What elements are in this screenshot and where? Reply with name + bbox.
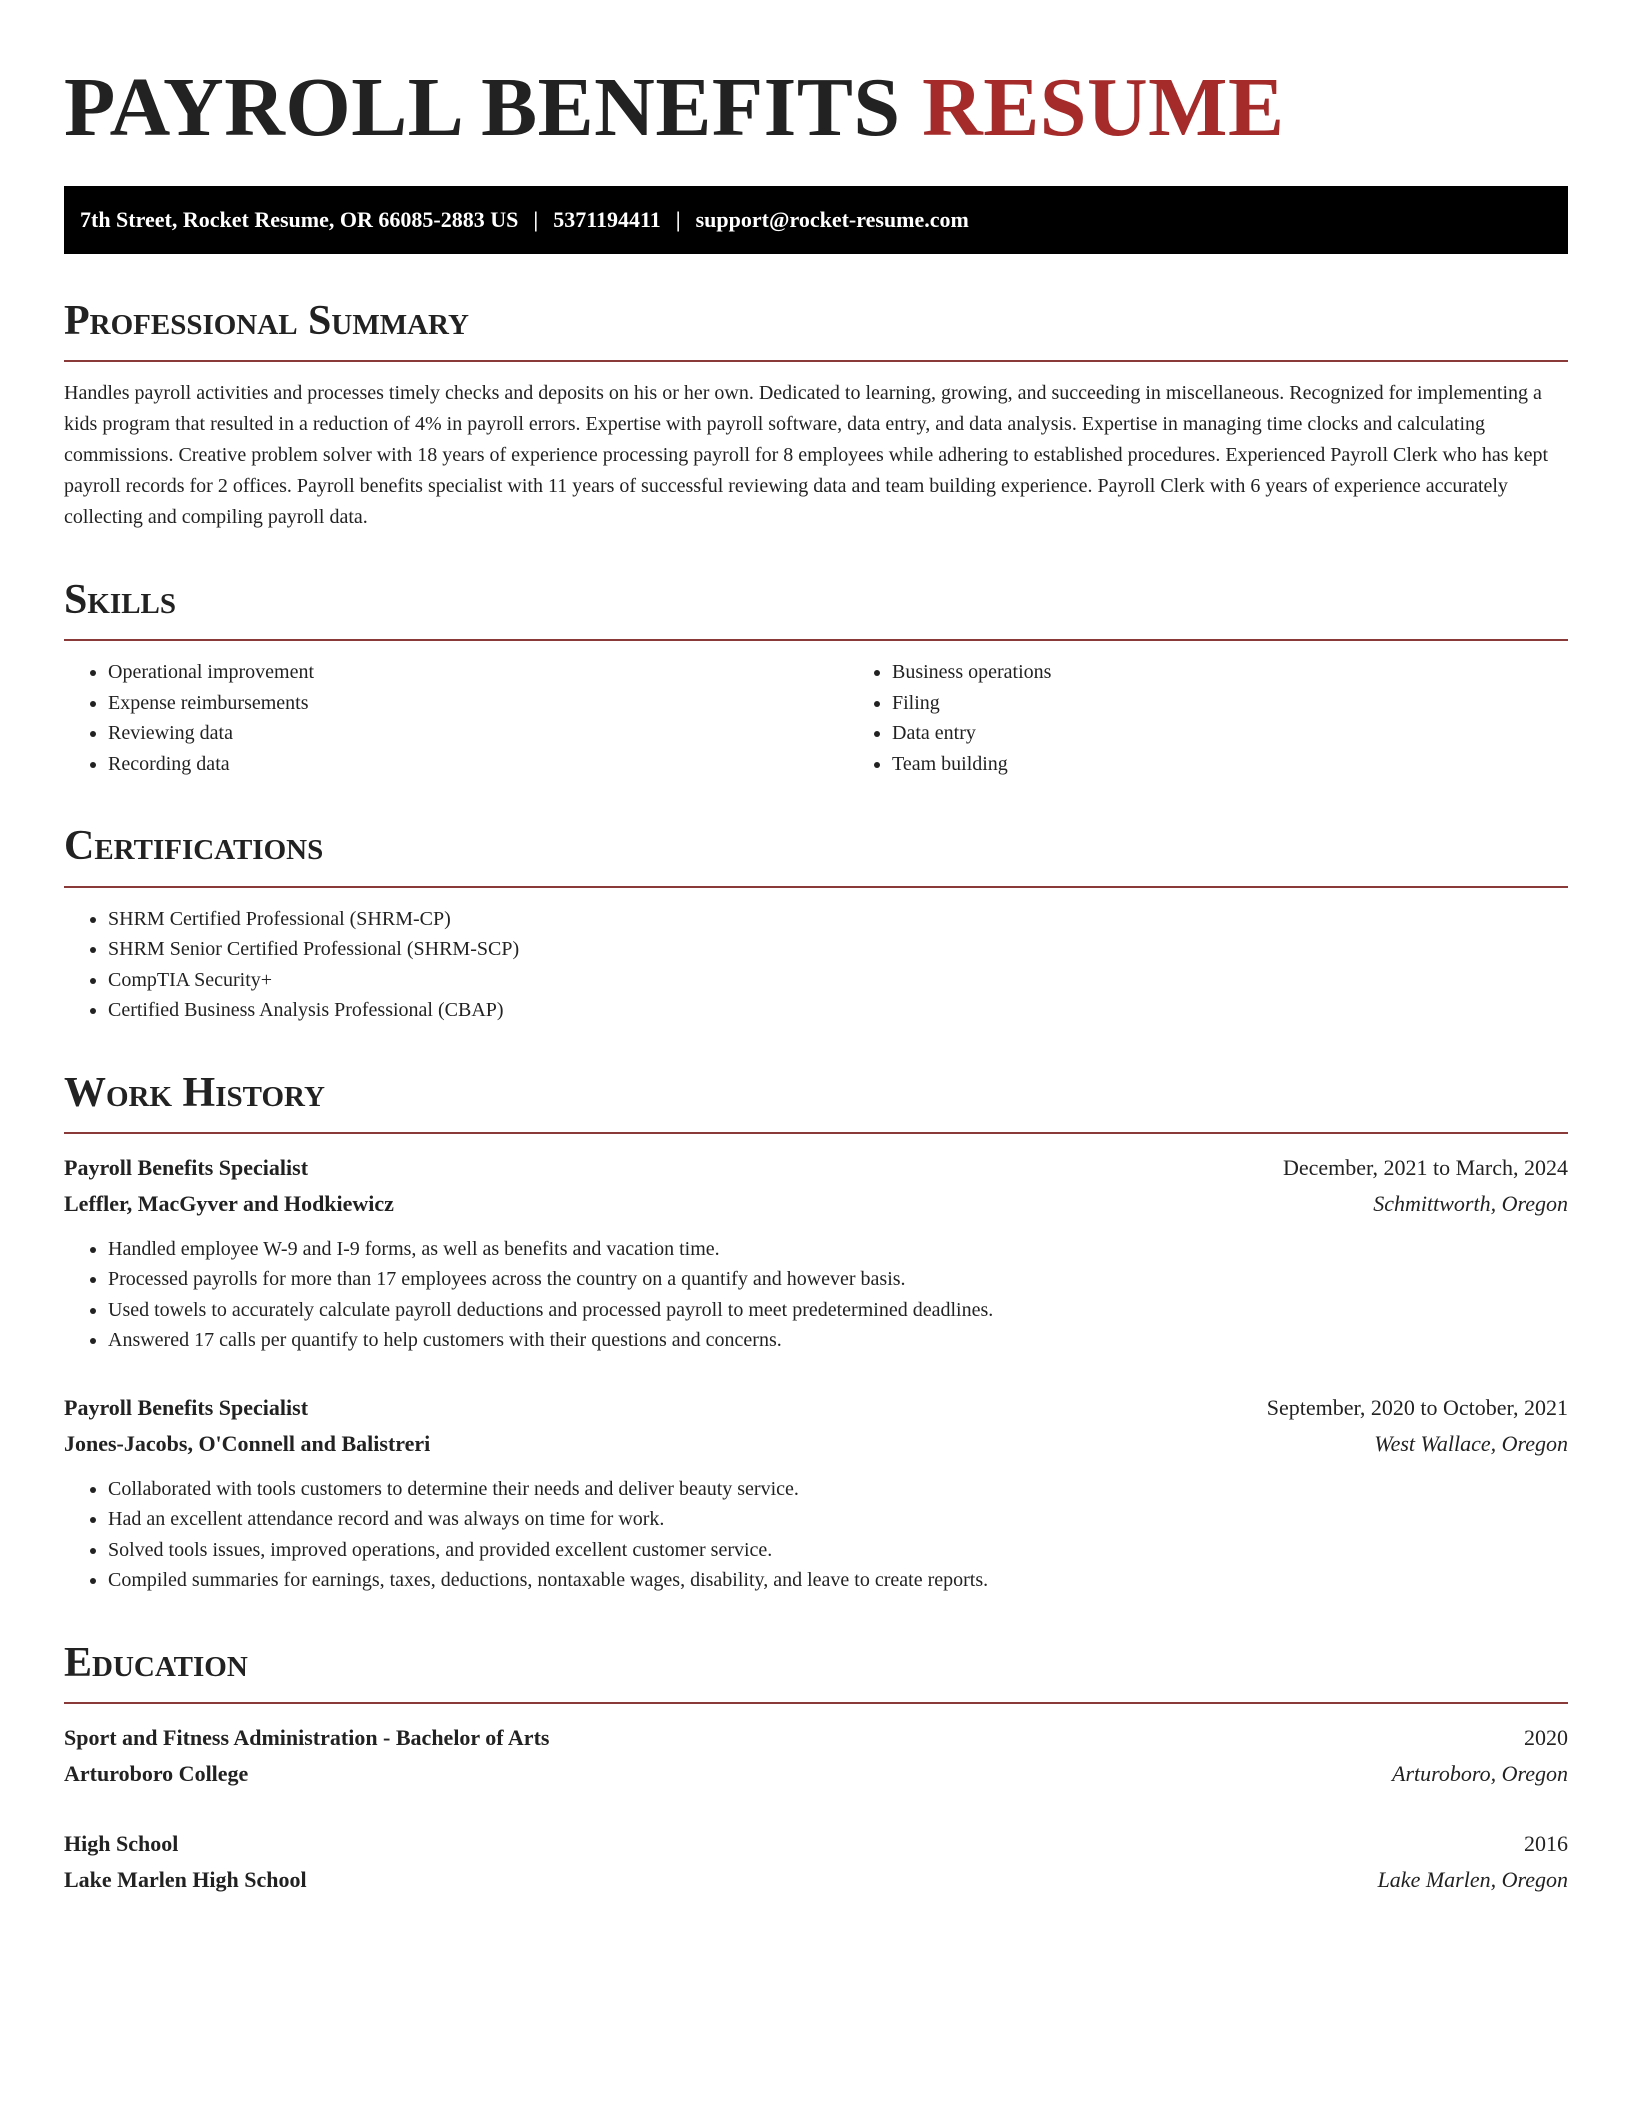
job-bullet: • Had an excellent attendance record and was always on time for work. bbox=[108, 1504, 1568, 1535]
job-bullets bbox=[64, 1234, 1568, 1356]
title-main: PAYROLL BENEFITS bbox=[64, 61, 901, 154]
certifications-heading: Certifications bbox=[64, 823, 1568, 887]
job-company: Jones-Jacobs, O'Connell and Balistreri bbox=[64, 1430, 431, 1456]
contact-bar bbox=[64, 186, 1568, 254]
skills-list-left bbox=[64, 657, 848, 779]
job-bullets bbox=[64, 1474, 1568, 1596]
contact-phone: 5371194411 bbox=[553, 207, 661, 232]
job-company: Leffler, MacGyver and Hodkiewicz bbox=[64, 1190, 394, 1216]
job-bullet: • Processed payrolls for more than 17 employees across the country on a quantify and however basis. bbox=[108, 1264, 1568, 1295]
skill-item: • Operational improvement bbox=[108, 657, 848, 688]
skill-item: • Recording data bbox=[108, 749, 848, 780]
certifications-section bbox=[64, 823, 1568, 1025]
skills-list-right bbox=[848, 657, 1632, 779]
contact-separator: | bbox=[533, 207, 539, 232]
job-bullet: • Collaborated with tools customers to determine their needs and deliver beauty service. bbox=[108, 1474, 1568, 1505]
education-school: Lake Marlen High School bbox=[64, 1866, 307, 1892]
certification-item: • SHRM Senior Certified Professional (SHRM-SCP) bbox=[108, 934, 1568, 965]
skill-item: • Reviewing data bbox=[108, 718, 848, 749]
skill-item: • Data entry bbox=[892, 718, 1632, 749]
education-degree: Sport and Fitness Administration - Bachelor of Arts bbox=[64, 1724, 550, 1750]
job-bullet: • Solved tools issues, improved operations, and provided excellent customer service. bbox=[108, 1535, 1568, 1566]
education-location: Arturoboro, Oregon bbox=[1392, 1760, 1568, 1786]
skill-item: • Filing bbox=[892, 688, 1632, 719]
certification-item: • Certified Business Analysis Professional (CBAP) bbox=[108, 995, 1568, 1026]
job-title: Payroll Benefits Specialist bbox=[64, 1154, 309, 1180]
job-location: West Wallace, Oregon bbox=[1374, 1430, 1568, 1456]
job-entry bbox=[64, 1150, 1568, 1356]
title-accent: RESUME bbox=[922, 61, 1285, 154]
certifications-list bbox=[64, 904, 1568, 1026]
summary-heading: Professional Summary bbox=[64, 298, 1568, 362]
job-title: Payroll Benefits Specialist bbox=[64, 1394, 309, 1420]
skills-section bbox=[64, 577, 1568, 779]
job-bullet: • Handled employee W-9 and I-9 forms, as well as benefits and vacation time. bbox=[108, 1234, 1568, 1265]
certification-item: • SHRM Certified Professional (SHRM-CP) bbox=[108, 904, 1568, 935]
education-entry bbox=[64, 1826, 1568, 1898]
job-bullet: • Compiled summaries for earnings, taxes, deductions, nontaxable wages, disability, and leave to create reports. bbox=[108, 1565, 1568, 1596]
education-entry bbox=[64, 1720, 1568, 1792]
education-location: Lake Marlen, Oregon bbox=[1377, 1866, 1568, 1892]
skills-columns bbox=[64, 641, 1568, 779]
education-school: Arturoboro College bbox=[64, 1760, 249, 1786]
skills-heading: Skills bbox=[64, 577, 1568, 641]
job-dates: December, 2021 to March, 2024 bbox=[1282, 1154, 1568, 1180]
skill-item: • Expense reimbursements bbox=[108, 688, 848, 719]
education-heading: Education bbox=[64, 1640, 1568, 1704]
skill-item: • Business operations bbox=[892, 657, 1632, 688]
education-section bbox=[64, 1640, 1568, 1898]
education-year: 2020 bbox=[1524, 1724, 1568, 1750]
work-heading: Work History bbox=[64, 1070, 1568, 1134]
certification-item: • CompTIA Security+ bbox=[108, 965, 1568, 996]
work-section bbox=[64, 1070, 1568, 1596]
job-entry bbox=[64, 1390, 1568, 1596]
contact-separator: | bbox=[675, 207, 681, 232]
contact-email: support@rocket-resume.com bbox=[695, 207, 969, 232]
education-degree: High School bbox=[64, 1830, 179, 1856]
job-dates: September, 2020 to October, 2021 bbox=[1266, 1394, 1568, 1420]
job-bullet: • Used towels to accurately calculate payroll deductions and processed payroll to meet predetermined deadlines. bbox=[108, 1295, 1568, 1326]
job-bullet: • Answered 17 calls per quantify to help customers with their questions and concerns. bbox=[108, 1325, 1568, 1356]
education-year: 2016 bbox=[1524, 1830, 1568, 1856]
job-location: Schmittworth, Oregon bbox=[1373, 1190, 1568, 1216]
skill-item: • Team building bbox=[892, 749, 1632, 780]
contact-address: 7th Street, Rocket Resume, OR 66085-2883 US bbox=[80, 207, 519, 232]
summary-section bbox=[64, 298, 1568, 533]
summary-text: Handles payroll activities and processes timely checks and deposits on his or her own. Dedicated to learning, growing, and succeeding in miscellaneous. Recognized for implementing a kids program that resulted in a reduction of 4% in payroll errors. Expertise with payroll software, data entry, and data analysis. Expertise in managing time clocks and calculating commissions. Creative problem solver with 18 years of experience processing payroll for 8 employees while adhering to established procedures. Experienced Payroll Clerk who has kept payroll records for 2 offices. Payroll benefits specialist with 11 years of successful reviewing data and team building experience. Payroll Clerk with 6 years of experience accurately collecting and compiling payroll data. bbox=[64, 382, 1549, 529]
resume-title bbox=[64, 56, 1568, 154]
